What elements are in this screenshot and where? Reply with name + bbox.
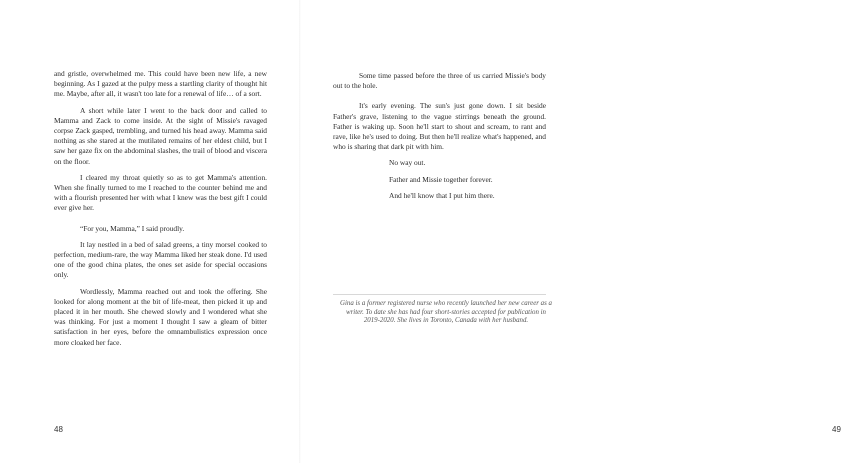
bio-divider	[333, 294, 546, 295]
dialogue-line: “For you, Mamma,” I said proudly.	[80, 223, 185, 233]
paragraph: And he'll know that I put him there.	[389, 190, 495, 200]
left-page-text	[54, 69, 267, 354]
paragraph: I cleared my throat quietly so as to get Mamma's attention. When she finally turned to me I reached to the counter behind me and with a flourish presented her with what I knew was the best gift I could ever give her.	[54, 172, 267, 213]
paragraph: No way out.	[389, 158, 426, 168]
page-number-left: 48	[54, 425, 63, 434]
right-page-text	[333, 71, 546, 207]
page-number-right: 49	[832, 425, 841, 434]
paragraph: It lay nestled in a bed of salad greens, a tiny morsel cooked to perfection, medium-rare, the way Mamma liked her steak done. I'd used one of the good china plates, the ones set aside for special occasions only.	[54, 239, 267, 280]
paragraph: Some time passed before the three of us carried Missie's body out to the hole.	[333, 71, 546, 91]
paragraph: and gristle, overwhelmed me. This could have been new life, a new beginning. As I gazed at the pulpy mess a startling clarity of thought hit me. Maybe, after all, it wasn't too late for a renewal of life… of a sort.	[54, 69, 267, 99]
paragraph: It's early evening. The sun's just gone down. I sit beside Father's grave, listening to the vague stirrings beneath the ground. Father is waking up. Soon he'll start to shout and scream, to rant and rave, like he's used to doing. But then he'll realize what's happened, and who is sharing that dark pit with him.	[333, 101, 546, 152]
author-bio: Gina is a former registered nurse who recently launched her new career as a writer. To date she has had four short-stories accepted for publication in 2019-2020. She lives in Toronto, Canada with her husband.	[340, 300, 552, 325]
paragraph: Father and Missie together forever.	[389, 174, 493, 184]
right-page	[300, 0, 841, 463]
paragraph: Wordlessly, Mamma reached out and took the offering. She looked for along moment at the bit of life-meat, then picked it up and placed it in her mouth. She chewed slowly and I wondered what she was thinking. For just a moment I thought I saw a gleam of bitter satisfaction in her eyes, before the omnambulistics expression once more cloaked her face.	[54, 286, 267, 347]
left-page	[0, 0, 300, 463]
paragraph: A short while later I went to the back door and called to Mamma and Zack to come inside. At the sight of Missie's ravaged corpse Zack gasped, trembling, and turned his head away. Mamma said nothing as she stared at the mutilated remains of her eldest child, but I saw her gaze fix on the abdominal slashes, the trail of blood and viscera on the floor.	[54, 105, 267, 166]
